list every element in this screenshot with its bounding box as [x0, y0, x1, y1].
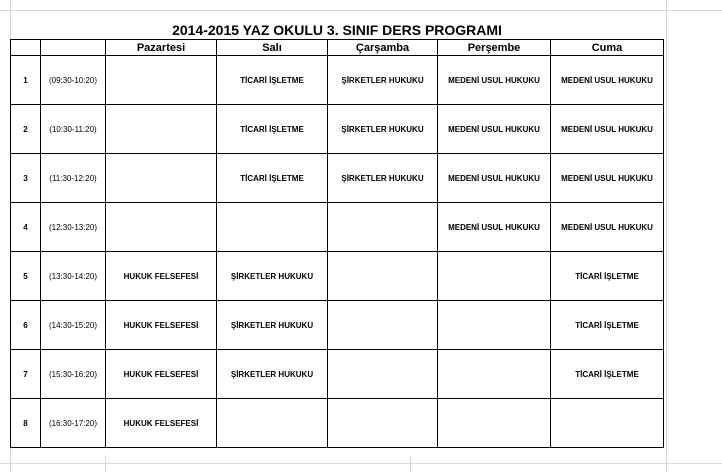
period-number: 6: [11, 301, 41, 350]
table-row: [11, 56, 664, 105]
course-cell: [438, 350, 551, 399]
course-cell: ŞİRKETLER HUKUKU: [328, 105, 438, 154]
period-time: (15:30-16:20): [41, 350, 106, 399]
course-cell: [328, 301, 438, 350]
course-cell: TİCARİ İŞLETME: [551, 252, 664, 301]
schedule-table: [10, 20, 664, 448]
course-cell: [438, 399, 551, 448]
header-no: [11, 40, 41, 56]
course-cell: [328, 203, 438, 252]
course-cell: [217, 203, 328, 252]
header-day: Salı: [217, 40, 328, 56]
course-cell: HUKUK FELSEFESİ: [106, 252, 217, 301]
period-time: (10:30-11:20): [41, 105, 106, 154]
table-row: [11, 350, 664, 399]
period-number: 1: [11, 56, 41, 105]
page-title: 2014-2015 YAZ OKULU 3. SINIF DERS PROGRAMI: [11, 20, 664, 40]
course-cell: HUKUK FELSEFESİ: [106, 399, 217, 448]
course-cell: ŞİRKETLER HUKUKU: [217, 252, 328, 301]
period-time: (12:30-13:20): [41, 203, 106, 252]
course-cell: ŞİRKETLER HUKUKU: [217, 350, 328, 399]
period-time: (09:30-10:20): [41, 56, 106, 105]
gridline: [105, 455, 106, 472]
header-time: [41, 40, 106, 56]
course-cell: MEDENİ USUL HUKUKU: [438, 105, 551, 154]
gridline: [666, 0, 667, 472]
course-cell: TİCARİ İŞLETME: [217, 56, 328, 105]
period-number: 7: [11, 350, 41, 399]
course-cell: MEDENİ USUL HUKUKU: [438, 154, 551, 203]
gridline: [0, 463, 722, 464]
table-row: [11, 154, 664, 203]
course-cell: [106, 56, 217, 105]
course-cell: [217, 399, 328, 448]
course-cell: [438, 301, 551, 350]
header-row: [11, 40, 664, 56]
course-cell: HUKUK FELSEFESİ: [106, 301, 217, 350]
course-cell: MEDENİ USUL HUKUKU: [551, 154, 664, 203]
period-time: (11:30-12:20): [41, 154, 106, 203]
course-cell: HUKUK FELSEFESİ: [106, 350, 217, 399]
gridline: [410, 455, 411, 472]
period-number: 8: [11, 399, 41, 448]
course-cell: [106, 154, 217, 203]
table-row: [11, 203, 664, 252]
header-day: Perşembe: [438, 40, 551, 56]
course-cell: MEDENİ USUL HUKUKU: [438, 56, 551, 105]
course-cell: MEDENİ USUL HUKUKU: [551, 203, 664, 252]
course-cell: TİCARİ İŞLETME: [551, 301, 664, 350]
header-day: Çarşamba: [328, 40, 438, 56]
course-cell: [106, 203, 217, 252]
header-day: Pazartesi: [106, 40, 217, 56]
period-time: (14:30-15:20): [41, 301, 106, 350]
gridline: [0, 10, 722, 11]
course-cell: [438, 252, 551, 301]
header-day: Cuma: [551, 40, 664, 56]
course-cell: ŞİRKETLER HUKUKU: [328, 56, 438, 105]
schedule-body: [11, 20, 664, 448]
period-time: (13:30-14:20): [41, 252, 106, 301]
course-cell: [328, 252, 438, 301]
course-cell: ŞİRKETLER HUKUKU: [217, 301, 328, 350]
course-cell: MEDENİ USUL HUKUKU: [551, 105, 664, 154]
period-time: (16:30-17:20): [41, 399, 106, 448]
table-row: [11, 399, 664, 448]
period-number: 5: [11, 252, 41, 301]
course-cell: TİCARİ İŞLETME: [217, 154, 328, 203]
course-cell: [328, 350, 438, 399]
course-cell: [328, 399, 438, 448]
period-number: 4: [11, 203, 41, 252]
course-cell: [106, 105, 217, 154]
table-row: [11, 301, 664, 350]
period-number: 2: [11, 105, 41, 154]
course-cell: [551, 399, 664, 448]
course-cell: MEDENİ USUL HUKUKU: [551, 56, 664, 105]
course-cell: TİCARİ İŞLETME: [217, 105, 328, 154]
course-cell: ŞİRKETLER HUKUKU: [328, 154, 438, 203]
period-number: 3: [11, 154, 41, 203]
course-cell: TİCARİ İŞLETME: [551, 350, 664, 399]
course-cell: MEDENİ USUL HUKUKU: [438, 203, 551, 252]
table-row: [11, 105, 664, 154]
table-row: [11, 252, 664, 301]
